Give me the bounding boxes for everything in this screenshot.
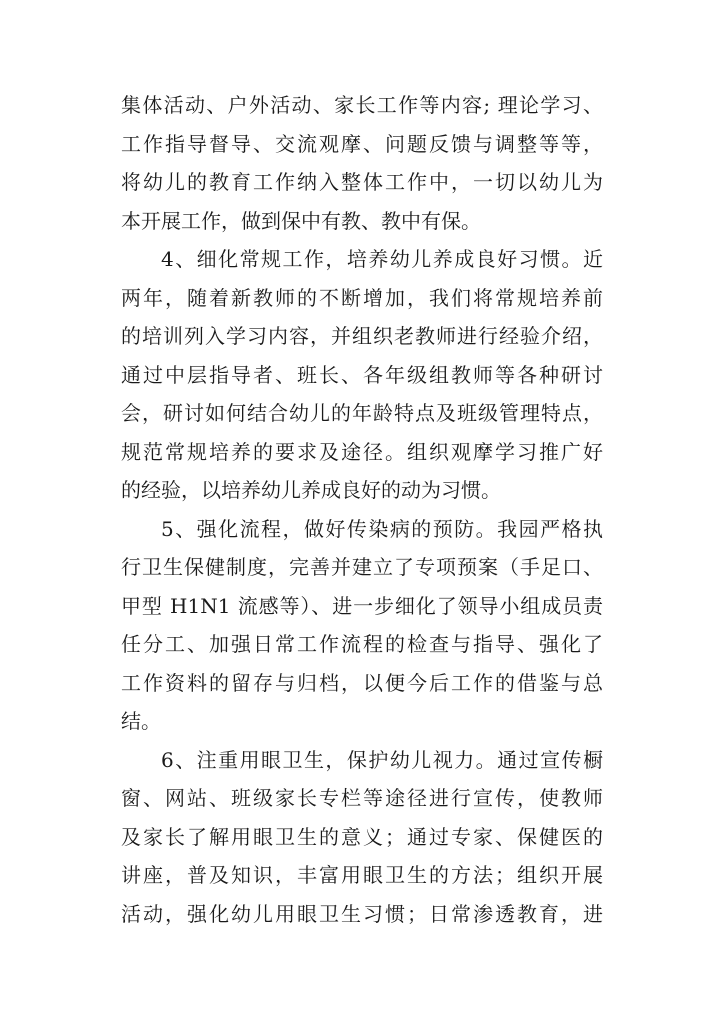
- text-line: 的经验，以培养幼儿养成良好的动为习惯。: [121, 478, 501, 502]
- text-line: 行卫生保健制度，完善并建立了专项预案（手足口、: [121, 555, 603, 579]
- paragraph-4: [121, 240, 603, 510]
- text-line: 本开展工作，做到保中有教、教中有保。: [121, 208, 481, 233]
- text-line: 工作指导督导、交流观摩、问题反馈与调整等等，: [121, 131, 603, 156]
- text-line: 的培训列入学习内容，并组织老教师进行经验介绍，: [121, 324, 603, 348]
- text-line: 及家长了解用眼卫生的意义；通过专家、保健医的: [121, 824, 603, 849]
- text-line: 窗、网站、班级家长专栏等途径进行宣传，使教师: [121, 786, 603, 810]
- text-line: 6、注重用眼卫生，保护幼儿视力。通过宣传橱: [161, 747, 603, 772]
- text-line: 结。: [121, 709, 161, 733]
- text-line: 讲座，普及知识，丰富用眼卫生的方法；组织开展: [121, 863, 603, 887]
- text-line: 通过中层指导者、班长、各年级组教师等各种研讨: [121, 362, 603, 387]
- text-line: 5、强化流程，做好传染病的预防。我园严格执: [161, 516, 603, 541]
- text-line: 工作资料的留存与归档，以便今后工作的借鉴与总: [121, 670, 603, 695]
- document-body: [121, 86, 603, 933]
- text-line: 会，研讨如何结合幼儿的年龄特点及班级管理特点，: [121, 401, 603, 425]
- text-line: 4、细化常规工作，培养幼儿养成良好习惯。近: [161, 247, 603, 271]
- text-line: 任分工、加强日常工作流程的检查与指导、强化了: [121, 632, 603, 656]
- paragraph-5: [121, 510, 603, 741]
- text-line: 规范常规培养的要求及途径。组织观摩学习推广好: [121, 439, 603, 464]
- text-line: 活动，强化幼儿用眼卫生习惯；日常渗透教育，进: [121, 901, 603, 926]
- paragraph-6: [121, 741, 603, 934]
- text-line: 集体活动、户外活动、家长工作等内容; 理论学习、: [121, 93, 603, 117]
- text-line: 将幼儿的教育工作纳入整体工作中，一切以幼儿为: [121, 170, 603, 194]
- paragraph-continuation: [121, 86, 603, 240]
- text-line: 两年，随着新教师的不断增加，我们将常规培养前: [121, 285, 603, 310]
- text-line: 甲型 H1N1 流感等）、进一步细化了领导小组成员责: [121, 593, 603, 618]
